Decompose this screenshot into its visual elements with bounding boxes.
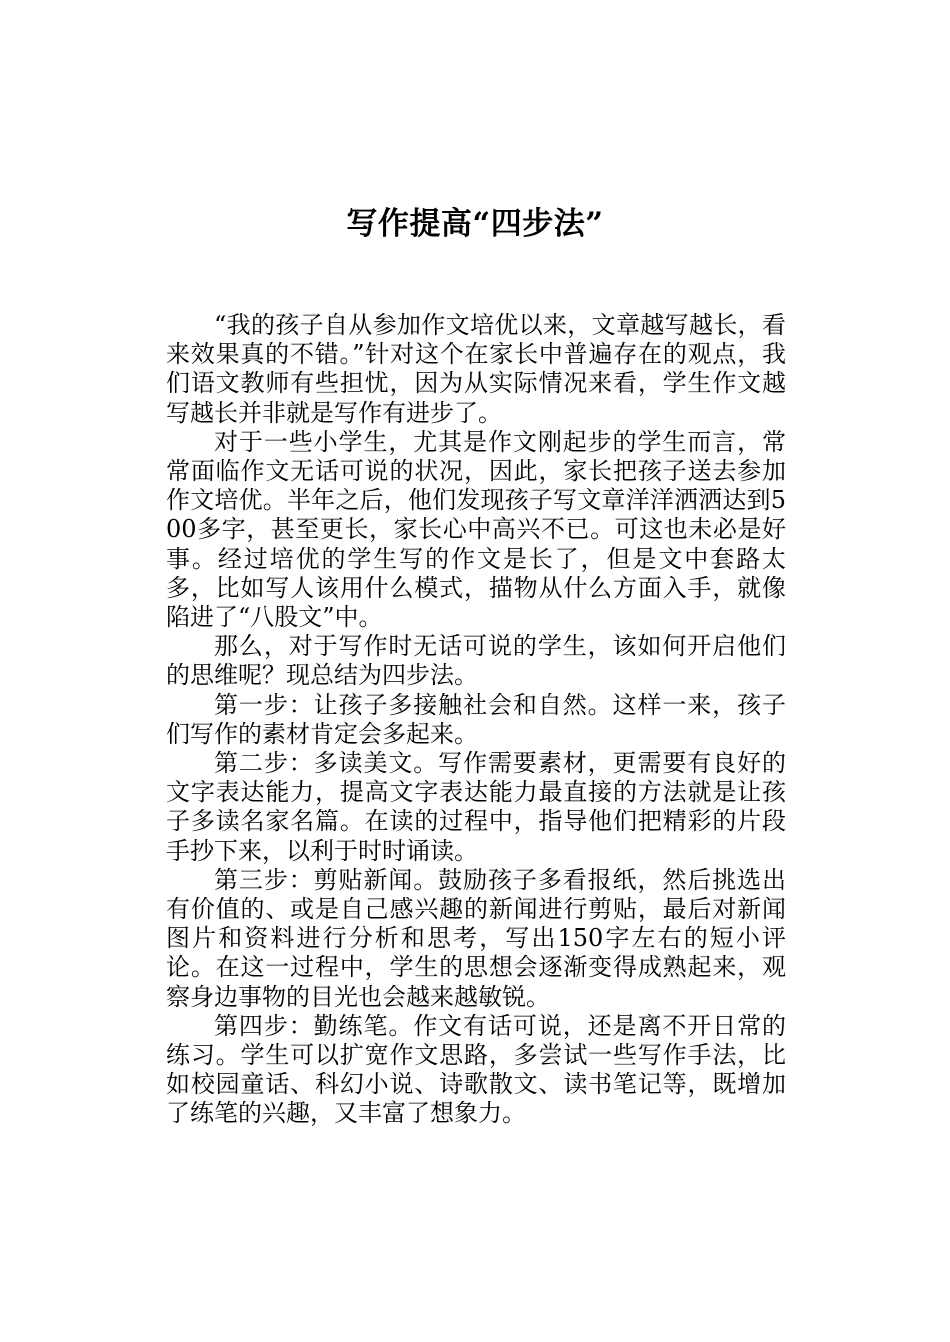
- paragraph-intro: “我的孩子自从参加作文培优以来，文章越写越长，看来效果真的不错。”针对这个在家长中普遍存在的观点，我们语文教师有些担忧，因为从实际情况来看，学生作文越写越长并非就是写作有进步了。: [166, 311, 786, 427]
- paragraph-step-four: 第四步：勤练笔。作文有话可说，还是离不开日常的练习。学生可以扩宽作文思路，多尝试一些写作手法，比如校园童话、科幻小说、诗歌散文、读书笔记等，既增加了练笔的兴趣，又丰富了想象力。: [166, 1011, 786, 1128]
- paragraph-step-two: 第二步：多读美文。写作需要素材，更需要有良好的文字表达能力，提高文字表达能力最直接的方法就是让孩子多读名家名篇。在读的过程中，指导他们把精彩的片段手抄下来，以利于时时诵读。: [166, 749, 786, 865]
- paragraph-problem: 对于一些小学生，尤其是作文刚起步的学生而言，常常面临作文无话可说的状况，因此，家长把孩子送去参加作文培优。半年之后，他们发现孩子写文章洋洋洒洒达到500多字，甚至更长，家长心中高兴不已。可这也未必是好事。经过培优的学生写的作文是长了，但是文中套路太多，比如写人该用什么模式，描物从什么方面入手，就像陷进了“八股文”中。: [166, 427, 786, 632]
- paragraph-step-one: 第一步：让孩子多接触社会和自然。这样一来，孩子们写作的素材肯定会多起来。: [166, 690, 786, 748]
- paragraph-question: 那么，对于写作时无话可说的学生，该如何开启他们的思维呢？现总结为四步法。: [166, 632, 786, 690]
- paragraph-step-three: 第三步：剪贴新闻。鼓励孩子多看报纸，然后挑选出有价值的、或是自己感兴趣的新闻进行剪贴，最后对新闻图片和资料进行分析和思考，写出150字左右的短小评论。在这一过程中，学生的思想会逐渐变得成熟起来，观察身边事物的目光也会越来越敏锐。: [166, 865, 786, 1011]
- document-body: [166, 311, 786, 1129]
- document-title: 写作提高“四步法”: [346, 206, 604, 242]
